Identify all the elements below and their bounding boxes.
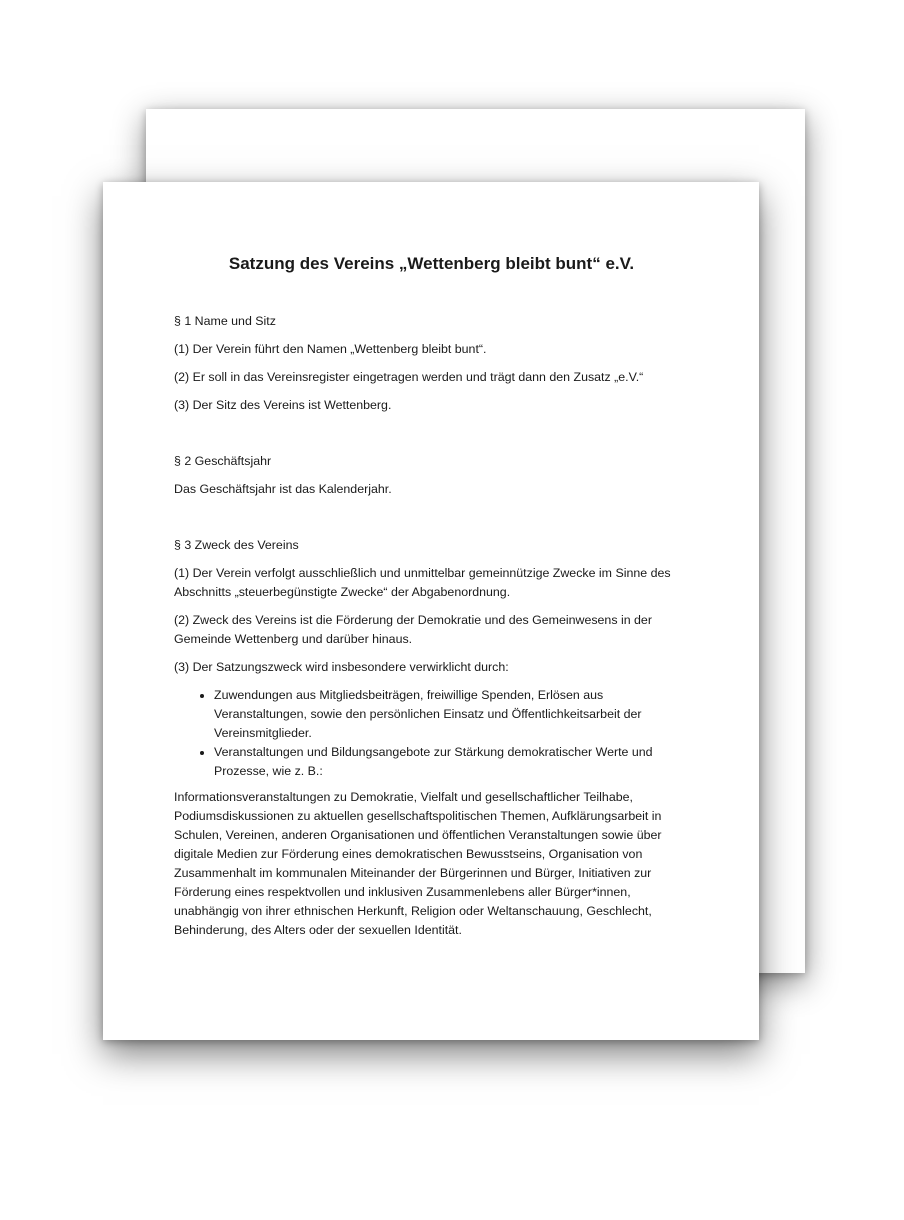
bullet-item: • Veranstaltungen und Bildungsangebote zur Stärkung demokratischer Werte und Prozesse, wie z. B.: — [214, 743, 689, 781]
section-paragraph: (1) Der Verein verfolgt ausschließlich und unmittelbar gemeinnützige Zwecke im Sinne des Abschnitts „steuerbegünstigte Zwecke“ der Abgabenordnung. — [174, 566, 671, 599]
bullet-item: • Zuwendungen aus Mitgliedsbeiträgen, freiwillige Spenden, Erlösen aus Veranstaltungen, sowie den persönlichen Einsatz und Öffentlichkeitsarbeit der Vereinsmitglieder. — [214, 686, 689, 743]
document-body — [174, 252, 689, 949]
document-title: Satzung des Vereins „Wettenberg bleibt bunt“ e.V. — [228, 254, 635, 273]
section-paragraph: (2) Zweck des Vereins ist die Förderung der Demokratie und des Gemeinwesens in der Gemeinde Wettenberg und darüber hinaus. — [174, 613, 652, 646]
section-gap — [174, 508, 689, 536]
section-paragraph: (1) Der Verein führt den Namen „Wettenberg bleibt bunt“. — [174, 342, 487, 356]
closing-paragraph: Informationsveranstaltungen zu Demokratie, Vielfalt und gesellschaftlicher Teilhabe, Podiumsdiskussionen zu aktuellen gesellschaftspolitischen Themen, Aufklärungsarbeit in Schulen, Vereinen, anderen Organisationen und öffentlichen Veranstaltungen sowie über digitale Medien zur Förderung eines demokratischen Bewusstseins, Organisation von Zusammenhalt im kommunalen Miteinander der Bürgerinnen und Bürger, Initiativen zur Förderung eines respektvollen und inklusiven Zusammenlebens aller Bürger*innen, unabhängig von ihrer ethnischen Herkunft, Religion oder Weltanschauung, Geschlecht, Behinderung, des Alters oder der sexuellen Identität. — [174, 790, 662, 937]
section-paragraph: (3) Der Sitz des Vereins ist Wettenberg. — [174, 398, 392, 412]
front-page — [103, 182, 759, 1040]
section-gap — [174, 424, 689, 452]
section-paragraph: (2) Er soll in das Vereinsregister eingetragen werden und trägt dann den Zusatz „e.V.“ — [174, 370, 644, 384]
section-paragraph: Das Geschäftsjahr ist das Kalenderjahr. — [174, 482, 392, 496]
section-paragraph: (3) Der Satzungszweck wird insbesondere verwirklicht durch: — [174, 660, 509, 674]
section-heading: § 1 Name und Sitz — [174, 314, 276, 328]
bullet-list — [174, 686, 689, 781]
section-heading: § 3 Zweck des Vereins — [174, 538, 299, 552]
section-heading: § 2 Geschäftsjahr — [174, 454, 272, 468]
